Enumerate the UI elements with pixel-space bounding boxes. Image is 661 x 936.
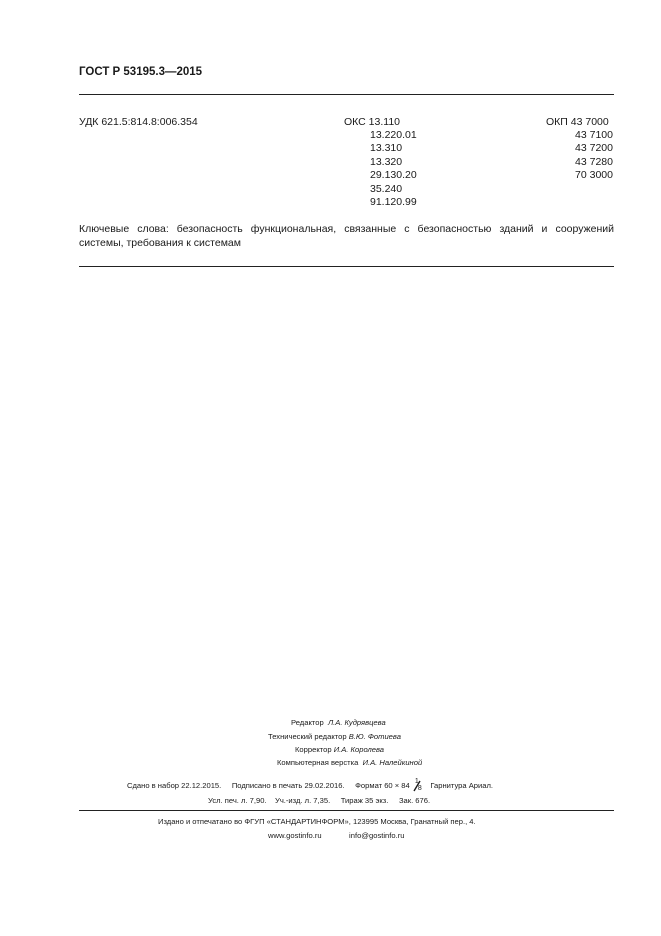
oks-code: 35.240 [370,182,403,195]
imprint-line-1 [127,780,493,792]
imprint-layout [277,758,422,767]
imprint-line-2 [208,796,430,805]
layout-name: И.А. Налейкиной [362,758,423,767]
okp-list [575,129,613,183]
fraction-denominator: 8 [417,785,422,792]
signed-date: Подписано в печать 29.02.2016. [231,781,345,790]
corrector-label: Корректор [295,745,332,754]
publisher-contacts [268,831,404,840]
oks-list [370,129,417,209]
oks-code: 91.120.99 [370,195,417,208]
layout-label: Компьютерная верстка [277,758,359,767]
document-header-title: ГОСТ Р 53195.3—2015 [79,66,203,78]
corrector-name: И.А. Королева [333,745,385,754]
udk-code: УДК 621.5:814.8:006.354 [79,116,198,128]
oks-code: 29.130.20 [370,169,417,182]
okp-code: 43 7000 [570,116,609,128]
circulation: Тираж 35 экз. [340,796,389,805]
imprint-editor [291,718,386,727]
oks-label: ОКС [344,116,366,128]
okp-code: 43 7200 [575,142,613,155]
oks-code: 13.110 [368,116,401,128]
font-info: Гарнитура Ариал. [430,781,494,790]
print-sheets: Усл. печ. л. 7,90. [208,796,267,805]
order-number: Зак. 676. [398,796,431,805]
okp-label: ОКП [546,116,568,128]
oks-code: 13.320 [370,155,403,168]
oks-code: 13.220.01 [370,129,417,141]
tech-editor-label: Технический редактор [268,732,347,741]
okp-code: 43 7100 [575,129,613,141]
website-link[interactable]: www.gostinfo.ru [268,831,322,840]
okp-first [546,116,609,129]
oks-code: 13.310 [370,142,403,155]
tech-editor-name: В.Ю. Фотиева [348,732,401,741]
imprint-corrector [295,745,384,754]
editor-name: Л.А. Кудрявцева [327,718,386,727]
imprint-tech-editor [268,732,401,741]
okp-code: 70 3000 [575,169,613,182]
paper-format: Формат 60 × 84 [355,781,410,790]
publisher-info: Издано и отпечатано во ФГУП «СТАНДАРТИНФОРМ», 123995 Москва, Гранатный пер., 4. [158,817,476,826]
keywords-text: Ключевые слова: безопасность функциональная, связанные с безопасностью зданий и сооружений системы, требования к системам [79,223,614,250]
edit-sheets: Уч.-изд. л. 7,35. [275,796,331,805]
editor-label: Редактор [291,718,324,727]
okp-code: 43 7280 [575,155,613,168]
imprint-divider [79,810,614,811]
keywords-divider [79,266,614,267]
format-fraction [412,780,422,792]
fraction-numerator: 1 [414,778,419,785]
submitted-date: Сдано в набор 22.12.2015. [127,781,222,790]
header-divider [79,94,614,95]
email-link[interactable]: info@gostinfo.ru [349,831,405,840]
oks-first [344,116,400,129]
